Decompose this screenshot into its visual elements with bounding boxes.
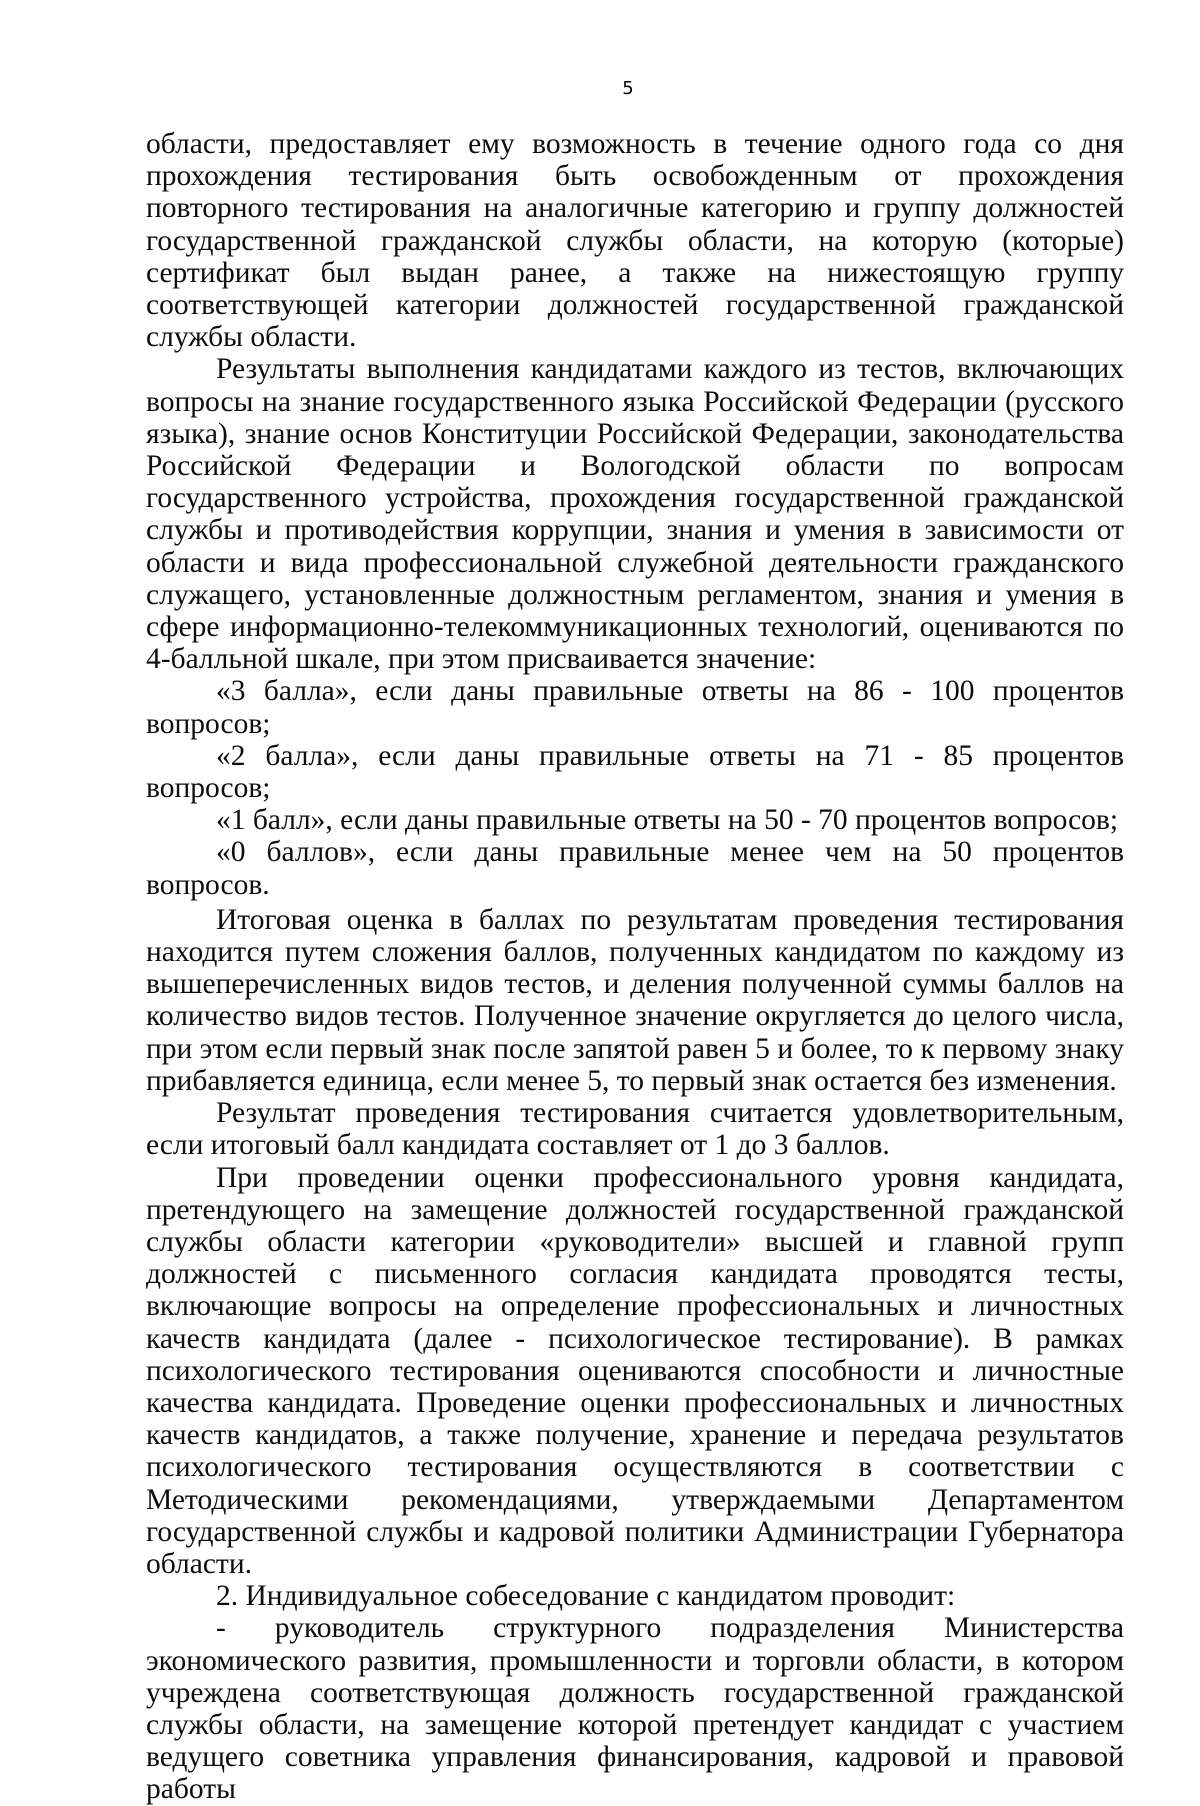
paragraph-interview-conductor: - руководитель структурного подразделения Министерства экономического развития, промышленности и торговли области, в котором учреждена соответствующая должность государственной гражданской службы области, на замещение которой претендует кандидат с участием ведущего советника управления финансирования, кадровой и правовой работы <box>146 1612 1124 1806</box>
score-item-0: «0 баллов», если даны правильные менее чем на 50 процентов вопросов. <box>146 836 1124 901</box>
paragraph-test-satisfactory: Результат проведения тестирования считается удовлетворительным, если итоговый балл кандидата составляет от 1 до 3 баллов. <box>146 1097 1124 1162</box>
paragraph-interview-heading: 2. Индивидуальное собеседование с кандидатом проводит: <box>216 1580 956 1613</box>
score-item-3: «3 балла», если даны правильные ответы на 86 - 100 процентов вопросов; <box>146 675 1124 740</box>
paragraph-final-score: Итоговая оценка в баллах по результатам проведения тестирования находится путем сложения баллов, полученных кандидатом по каждому из вышеперечисленных видов тестов, и деления полученной суммы баллов на количество видов тестов. Полученное значение округляется до целого числа, при этом если первый знак после запятой равен 5 и более, то к первому знаку прибавляется единица, если менее 5, то первый знак остается без изменения. <box>146 903 1124 1097</box>
page-number: 5 <box>622 78 634 99</box>
paragraph-test-results: Результаты выполнения кандидатами каждого из тестов, включающих вопросы на знание государственного языка Российской Федерации (русского языка), знание основ Конституции Российской Федерации, законодательства Российской Федерации и Вологодской области по вопросам государственного устройства, прохождения государственной гражданской службы и противодействия коррупции, знания и умения в зависимости от области и вида профессиональной служебной деятельности гражданского служащего, установленные должностным регламентом, знания и умения в сфере информационно-телекоммуникационных технологий, оцениваются по 4-балльной шкале, при этом присваивается значение: <box>146 353 1124 676</box>
score-item-1: «1 балл», если даны правильные ответы на 50 - 70 процентов вопросов; <box>216 804 1119 837</box>
paragraph-psychological-testing: При проведении оценки профессионального уровня кандидата, претендующего на замещение должностей государственной гражданской службы области категории «руководители» высшей и главной групп должностей с письменного согласия кандидата проводятся тесты, включающие вопросы на определение профессиональных и личностных качеств кандидата (далее - психологическое тестирование). В рамках психологического тестирования оцениваются способности и личностные качества кандидата. Проведение оценки профессиональных и личностных качеств кандидатов, а также получение, хранение и передача результатов психологического тестирования осуществляются в соответствии с Методическими рекомендациями, утверждаемыми Департаментом государственной службы и кадровой политики Администрации Губернатора области. <box>146 1161 1124 1580</box>
document-body <box>146 128 1124 1806</box>
paragraph-continuation: области, предоставляет ему возможность в течение одного года со дня прохождения тестирования быть освобожденным от прохождения повторного тестирования на аналогичные категорию и группу должностей государственной гражданской службы области, на которую (которые) сертификат был выдан ранее, а также на нижестоящую группу соответствующей категории должностей государственной гражданской службы области. <box>146 128 1124 354</box>
score-item-2: «2 балла», если даны правильные ответы на 71 - 85 процентов вопросов; <box>146 739 1124 805</box>
